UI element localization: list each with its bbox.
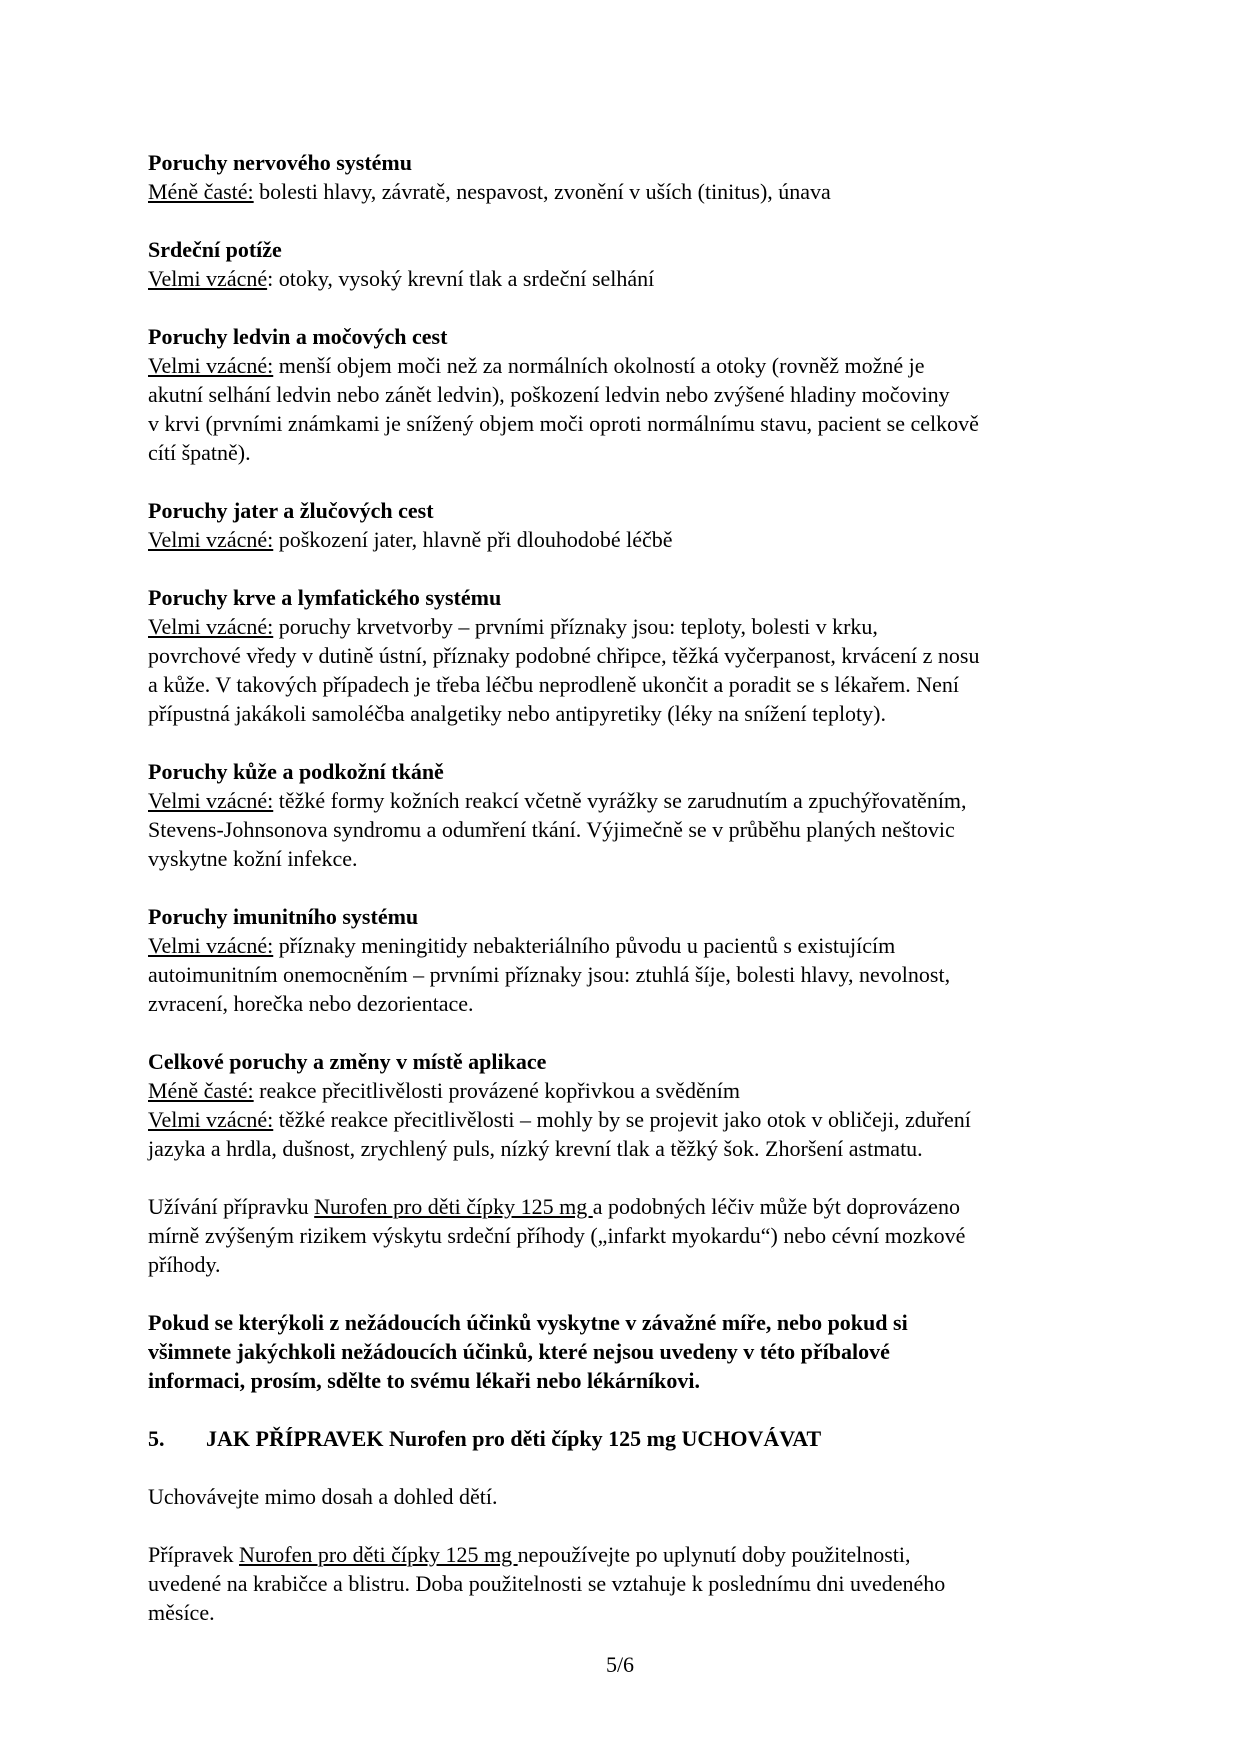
section-line xyxy=(148,438,1108,467)
line-text: menší objem moči než za normálních okolností a otoky (rovněž možné je xyxy=(273,353,925,378)
storage-paragraph: Uchovávejte mimo dosah a dohled dětí. xyxy=(148,1484,498,1509)
line-text: poškození jater, hlavně při dlouhodobé léčbě xyxy=(273,527,673,552)
section-line xyxy=(148,177,1108,206)
line-text: těžké reakce přecitlivělosti – mohly by se projevit jako otok v obličeji, zduření xyxy=(273,1107,971,1132)
side-effect-section xyxy=(148,322,1108,467)
side-effect-section xyxy=(148,757,1108,873)
line-text: autoimunitním onemocněním – prvními příznaky jsou: ztuhlá šíje, bolesti hlavy, nevolnost, xyxy=(148,962,951,987)
section-line xyxy=(148,380,1108,409)
section-line xyxy=(148,699,1108,728)
section-heading: Poruchy imunitního systému xyxy=(148,904,419,929)
frequency-label: Méně časté: xyxy=(148,1078,254,1103)
frequency-label: Velmi vzácné: xyxy=(148,788,274,813)
line-text: a kůže. V takových případech je třeba léčbu neprodleně ukončit a poradit se s lékařem. Není xyxy=(148,672,960,697)
product-name: Nurofen pro děti čípky 125 mg xyxy=(314,1194,593,1219)
line-text: : otoky, vysoký krevní tlak a srdeční selhání xyxy=(267,266,655,291)
frequency-label: Velmi vzácné: xyxy=(148,353,274,378)
side-effects-sections xyxy=(148,148,1108,1163)
section-line xyxy=(148,1134,1108,1163)
section-line xyxy=(148,612,1108,641)
warning-paragraph: Pokud se kterýkoli z nežádoucích účinků vyskytne v závažné míře, nebo pokud si všimnete jakýchkoli nežádoucích účinků, které nejsou uvedeny v této příbalové informaci, prosím, sdělte to svému lékaři nebo lékárníkovi. xyxy=(148,1310,908,1393)
chapter-title: JAK PŘÍPRAVEK Nurofen pro děti čípky 125 mg UCHOVÁVAT xyxy=(206,1426,822,1451)
line-text: přípustná jakákoli samoléčba analgetiky nebo antipyretiky (léky na snížení teploty). xyxy=(148,701,886,726)
section-line xyxy=(148,525,1108,554)
section-heading: Poruchy krve a lymfatického systému xyxy=(148,585,502,610)
section-line xyxy=(148,1076,1108,1105)
risk-paragraph: Užívání přípravku Nurofen pro děti čípky 125 mg a podobných léčiv může být doprovázeno mírně zvýšeným rizikem výskytu srdeční příhody („infarkt myokardu“) nebo cévní mozkové příhody. xyxy=(148,1194,966,1277)
side-effect-section xyxy=(148,496,1108,554)
line-text: v krvi (prvními známkami je snížený objem moči oproti normálnímu stavu, pacient se celkově xyxy=(148,411,979,436)
line-text: vyskytne kožní infekce. xyxy=(148,846,358,871)
section-line xyxy=(148,960,1108,989)
section-line xyxy=(148,931,1108,960)
line-text: akutní selhání ledvin nebo zánět ledvin), poškození ledvin nebo zvýšené hladiny močoviny xyxy=(148,382,950,407)
line-text: povrchové vředy v dutině ústní, příznaky podobné chřipce, těžká vyčerpanost, krvácení z nosu xyxy=(148,643,980,668)
frequency-label: Velmi vzácné: xyxy=(148,527,274,552)
frequency-label: Velmi vzácné: xyxy=(148,933,274,958)
section-heading: Srdeční potíže xyxy=(148,237,282,262)
section-line xyxy=(148,670,1108,699)
section-heading: Poruchy kůže a podkožní tkáně xyxy=(148,759,444,784)
side-effect-section xyxy=(148,902,1108,1018)
expiry-paragraph: Přípravek Nurofen pro děti čípky 125 mg nepoužívejte po uplynutí doby použitelnosti, uvedené na krabičce a blistru. Doba použitelnosti se vztahuje k poslednímu dni uvedeného měsíce. xyxy=(148,1542,946,1625)
section-line xyxy=(148,409,1108,438)
section-heading: Poruchy ledvin a močových cest xyxy=(148,324,448,349)
chapter-heading xyxy=(148,1424,1108,1453)
line-text: reakce přecitlivělosti provázené kopřivkou a svěděním xyxy=(253,1078,740,1103)
side-effect-section xyxy=(148,1047,1108,1163)
section-heading: Poruchy nervového systému xyxy=(148,150,412,175)
side-effect-section xyxy=(148,235,1108,293)
side-effect-section xyxy=(148,583,1108,728)
side-effect-section xyxy=(148,148,1108,206)
section-line xyxy=(148,264,1108,293)
line-text: jazyka a hrdla, dušnost, zrychlený puls, nízký krevní tlak a těžký šok. Zhoršení astmatu. xyxy=(148,1136,923,1161)
chapter-number: 5. xyxy=(148,1426,165,1451)
section-line xyxy=(148,815,1108,844)
product-name: Nurofen pro děti čípky 125 mg xyxy=(239,1542,518,1567)
section-line xyxy=(148,844,1108,873)
section-line xyxy=(148,351,1108,380)
line-text: cítí špatně). xyxy=(148,440,251,465)
line-text: Stevens-Johnsonova syndromu a odumření tkání. Výjimečně se v průběhu planých neštovic xyxy=(148,817,955,842)
frequency-label: Velmi vzácné xyxy=(148,266,268,291)
section-line xyxy=(148,1105,1108,1134)
frequency-label: Méně časté: xyxy=(148,179,254,204)
line-text: příznaky meningitidy nebakteriálního původu u pacientů s existujícím xyxy=(273,933,896,958)
section-line xyxy=(148,641,1108,670)
section-line xyxy=(148,989,1108,1018)
line-text: těžké formy kožních reakcí včetně vyrážky se zarudnutím a zpuchýřovatěním, xyxy=(273,788,967,813)
section-heading: Celkové poruchy a změny v místě aplikace xyxy=(148,1049,547,1074)
line-text: bolesti hlavy, závratě, nespavost, zvonění v uších (tinitus), únava xyxy=(253,179,831,204)
frequency-label: Velmi vzácné: xyxy=(148,1107,274,1132)
page-number: 5/6 xyxy=(605,1652,635,1677)
page-content xyxy=(148,148,1108,1656)
line-text: poruchy krvetvorby – prvními příznaky jsou: teploty, bolesti v krku, xyxy=(273,614,878,639)
line-text: zvracení, horečka nebo dezorientace. xyxy=(148,991,474,1016)
section-line xyxy=(148,786,1108,815)
section-heading: Poruchy jater a žlučových cest xyxy=(148,498,434,523)
frequency-label: Velmi vzácné: xyxy=(148,614,274,639)
